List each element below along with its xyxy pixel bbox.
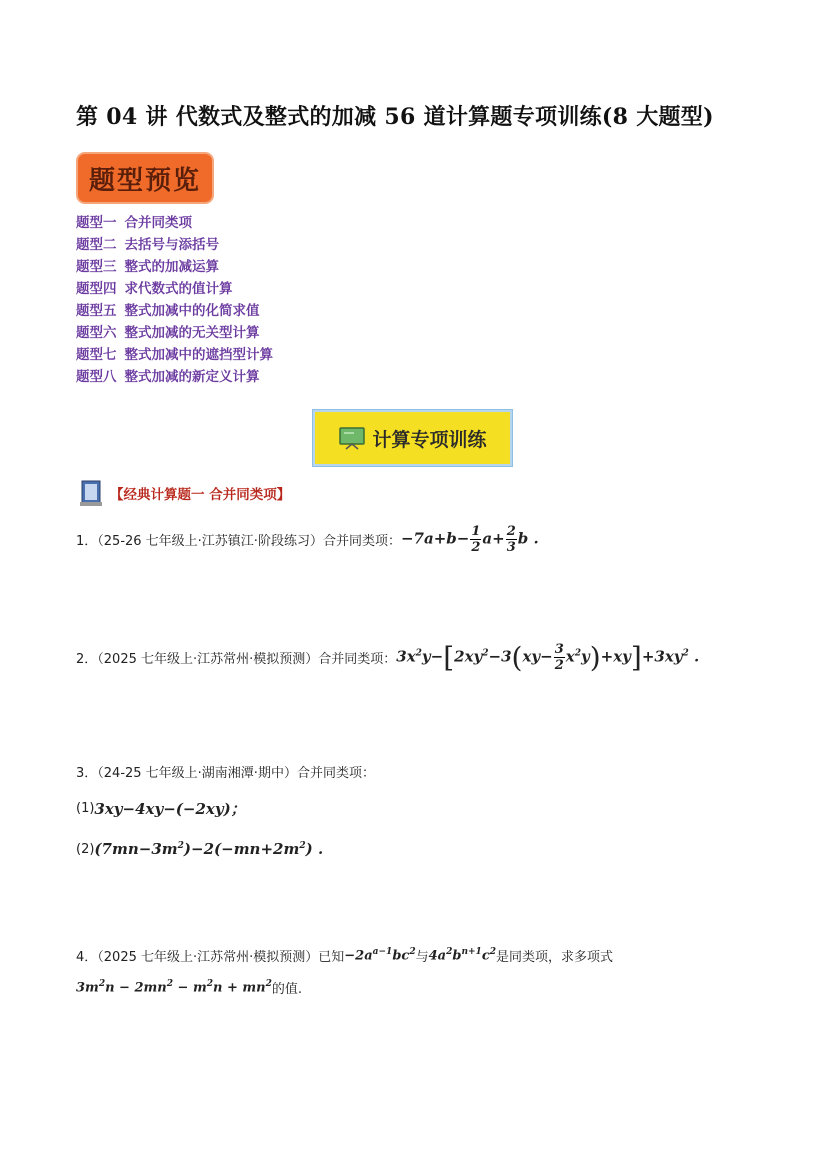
toc-code: 题型六: [76, 325, 117, 341]
toc-code: 题型八: [76, 369, 117, 385]
toc-code: 题型七: [76, 347, 117, 363]
question-4-suffix: 是同类项，求多项式: [496, 950, 614, 965]
toc-label: 整式加减中的化简求值: [124, 303, 260, 319]
question-3-text: 3．（24-25 七年级上·湖南湘潭·期中）合并同类项：: [76, 766, 375, 781]
question-4: [76, 946, 613, 965]
question-4-end: 的值.: [271, 982, 303, 997]
toc-code: 题型三: [76, 259, 117, 275]
book-icon: [78, 478, 104, 508]
question-3-part-2-label: (2): [76, 841, 95, 857]
blackboard-icon: [338, 426, 366, 450]
toc-item[interactable]: [76, 366, 273, 388]
question-2-formula: $3x^2y-[2xy^2-3(xy-$ $\frac{3}{2}$ $x^2y)+xy]+3xy^2$ .: [396, 641, 700, 674]
question-3-part-2-formula: $(7mn-3m^2)-2(-mn+2m^2)$ .: [94, 840, 324, 858]
toc-item[interactable]: [76, 300, 273, 322]
question-3-part-1: [76, 798, 246, 819]
toc-code: 题型二: [76, 237, 117, 253]
question-4-polynomial: $3m^2n - 2mn^2 - m^2n + mn^2$: [76, 979, 272, 996]
toc-code: 题型五: [76, 303, 117, 319]
toc-label: 整式的加减运算: [124, 259, 219, 275]
toc-item[interactable]: [76, 234, 273, 256]
question-1-text: 1．（25-26 七年级上·江苏镇江·阶段练习）合并同类项：: [76, 534, 401, 549]
question-4-term-2: $4a^2b^{n+1}c^2$: [428, 947, 496, 964]
section-heading: [78, 478, 290, 508]
toc-code: 题型一: [76, 215, 117, 231]
toc-code: 题型四: [76, 281, 117, 297]
toc-label: 整式加减的无关型计算: [124, 325, 260, 341]
training-banner-label: 计算专项训练: [372, 428, 487, 451]
question-4-mid: 与: [415, 950, 429, 965]
question-3-part-1-formula: 3xy−4xy−(−2xy)；: [94, 800, 246, 818]
question-4-text: 4．（2025 七年级上·江苏常州·模拟预测）已知: [76, 950, 345, 965]
toc-label: 整式加减中的遮挡型计算: [124, 347, 273, 363]
question-3-part-2: [76, 840, 323, 858]
toc-item[interactable]: [76, 256, 273, 278]
question-1: [76, 524, 539, 555]
toc-item[interactable]: [76, 344, 273, 366]
toc-label: 合并同类项: [124, 215, 192, 231]
page-title: 第 04 讲 代数式及整式的加减 56 道计算题专项训练(8 大题型): [76, 104, 714, 130]
question-4-line-2: [76, 978, 302, 997]
question-2-text: 2．（2025 七年级上·江苏常州·模拟预测）合并同类项：: [76, 652, 397, 667]
toc-label: 整式加减的新定义计算: [124, 369, 260, 385]
toc-item[interactable]: [76, 278, 273, 300]
section-heading-label: 【经典计算题一 合并同类项】: [110, 487, 291, 503]
toc-label: 求代数式的值计算: [124, 281, 233, 297]
toc-item[interactable]: [76, 212, 273, 234]
question-1-formula: −7a+b− $\frac{1}{2}$ a+ $\frac{2}{3}$ b .: [400, 524, 539, 555]
question-type-list: [76, 212, 273, 388]
toc-label: 去括号与添括号: [124, 237, 219, 253]
training-banner: [313, 410, 512, 466]
question-4-term-1: $-2a^{a-1}bc^2$: [344, 947, 416, 964]
preview-badge: [76, 152, 214, 204]
question-3: [76, 762, 375, 781]
question-2: [76, 641, 699, 674]
toc-item[interactable]: [76, 322, 273, 344]
preview-badge-label: 题型预览: [88, 165, 201, 196]
question-3-part-1-label: (1): [76, 801, 95, 816]
